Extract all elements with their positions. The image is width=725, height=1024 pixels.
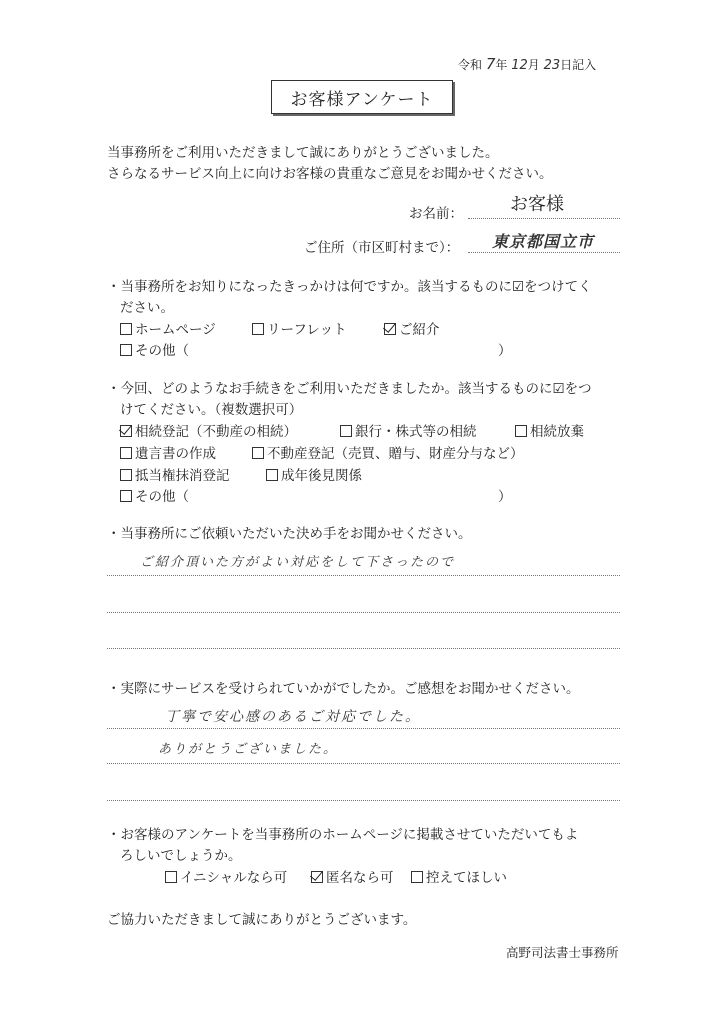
date-line bbox=[458, 55, 596, 73]
q2-option-label: 抵当権抹消登記 bbox=[135, 468, 230, 484]
q2-option-inheritance-registration[interactable] bbox=[120, 420, 297, 440]
q4-line-3 bbox=[107, 800, 620, 801]
month-value: 12 bbox=[511, 58, 528, 73]
q2-option-will[interactable] bbox=[120, 442, 216, 462]
q3-answer[interactable]: ご紹介頂いた方がよい対応をして下さったので bbox=[140, 555, 456, 570]
name-value[interactable]: お客様 bbox=[510, 194, 564, 215]
intro-line-2: さらなるサービス向上に向けお客様の貴重なご意見をお聞かせください。 bbox=[107, 166, 553, 182]
checkbox-icon[interactable] bbox=[252, 323, 264, 335]
checkbox-icon[interactable] bbox=[120, 344, 132, 356]
q2-option-label: 不動産登記（売買、贈与、財産分与など） bbox=[267, 446, 524, 462]
q2-option-label: 相続放棄 bbox=[530, 424, 584, 440]
q2-option-label: 銀行・株式等の相続 bbox=[355, 424, 477, 440]
q2-option-label: 遺言書の作成 bbox=[135, 446, 216, 462]
q1-option-leaflet[interactable] bbox=[252, 318, 347, 338]
q5-text-1: ・お客様のアンケートを当事務所のホームページに掲載させていただいてもよ bbox=[107, 827, 579, 843]
checkbox-icon[interactable] bbox=[411, 871, 423, 883]
q3-line-3 bbox=[107, 648, 620, 649]
office-name: 高野司法書士事務所 bbox=[506, 945, 619, 960]
month-label: 月 bbox=[527, 58, 540, 72]
address-label: ご住所（市区町村まで）： bbox=[304, 240, 460, 256]
q2-option-other[interactable] bbox=[120, 485, 189, 505]
year-value: 7 bbox=[485, 55, 496, 73]
q1-text-1: ・当事務所をお知りになったきっかけは何ですか。該当するものに☑をつけてく bbox=[107, 279, 592, 295]
q5-option-label: イニシャルなら可 bbox=[180, 870, 288, 886]
day-value: 23 bbox=[543, 58, 561, 73]
checkbox-icon[interactable] bbox=[340, 425, 352, 437]
name-label: お名前： bbox=[409, 206, 463, 222]
q5-option-label: 控えてほしい bbox=[426, 870, 507, 886]
q5-option-label: 匿名なら可 bbox=[326, 870, 394, 886]
q4-answer-2[interactable]: ありがとうございました。 bbox=[158, 742, 339, 757]
q4-line-2 bbox=[107, 763, 620, 764]
checkbox-checked-icon[interactable] bbox=[311, 871, 323, 883]
checkbox-checked-icon[interactable] bbox=[120, 425, 132, 437]
q3-text: ・当事務所にご依頼いただいた決め手をお聞かせください。 bbox=[107, 526, 472, 542]
q5-option-initials[interactable] bbox=[165, 866, 287, 886]
q2-text-1: ・今回、どのようなお手続きをご利用いただきましたか。該当するものに☑をつ bbox=[107, 381, 592, 397]
q4-line-1 bbox=[107, 728, 620, 729]
q1-option-homepage[interactable] bbox=[120, 318, 216, 338]
q3-line-1 bbox=[107, 575, 620, 576]
checkbox-icon[interactable] bbox=[120, 469, 132, 481]
q2-text-2: けてください。（複数選択可） bbox=[120, 402, 303, 418]
q1-option-other[interactable] bbox=[120, 339, 189, 359]
q2-option-mortgage[interactable] bbox=[120, 464, 230, 484]
q2-option-renunciation[interactable] bbox=[515, 420, 584, 440]
q5-option-anonymous[interactable] bbox=[311, 866, 394, 886]
closing-message: ご協力いただきまして誠にありがとうございます。 bbox=[107, 912, 417, 928]
name-underline bbox=[468, 218, 620, 219]
q2-option-real-estate[interactable] bbox=[252, 442, 524, 462]
q1-other-close: ） bbox=[498, 343, 512, 359]
day-label: 日記入 bbox=[560, 58, 597, 72]
q1-option-referral[interactable] bbox=[384, 318, 440, 338]
q3-line-2 bbox=[107, 612, 620, 613]
q4-text: ・実際にサービスを受けられていかがでしたか。ご感想をお聞かせください。 bbox=[107, 681, 580, 697]
q2-option-label: 成年後見関係 bbox=[281, 468, 362, 484]
checkbox-icon[interactable] bbox=[120, 323, 132, 335]
year-label: 年 bbox=[495, 58, 508, 72]
q2-option-bank-stock[interactable] bbox=[340, 420, 477, 440]
checkbox-icon[interactable] bbox=[165, 871, 177, 883]
address-value[interactable]: 東京都国立市 bbox=[492, 232, 595, 251]
intro-line-1: 当事務所をご利用いただきまして誠にありがとうございました。 bbox=[107, 145, 499, 161]
q2-option-label: 相続登記（不動産の相続） bbox=[135, 424, 297, 440]
page-title: お客様アンケート bbox=[271, 80, 453, 114]
era: 令和 bbox=[458, 58, 483, 72]
q1-text-2: ださい。 bbox=[120, 300, 174, 316]
address-underline bbox=[468, 252, 620, 253]
checkbox-icon[interactable] bbox=[252, 447, 264, 459]
q2-other-label: その他（ bbox=[135, 489, 189, 505]
q2-option-guardianship[interactable] bbox=[266, 464, 362, 484]
q4-answer-1[interactable]: 丁寧で安心感のあるご対応でした。 bbox=[165, 709, 421, 725]
q5-text-2: ろしいでしょうか。 bbox=[120, 848, 242, 864]
q5-option-decline[interactable] bbox=[411, 866, 507, 886]
checkbox-icon[interactable] bbox=[120, 490, 132, 502]
q1-option-label: ご紹介 bbox=[399, 322, 440, 338]
q1-other-label: その他（ bbox=[135, 343, 189, 359]
checkbox-icon[interactable] bbox=[515, 425, 527, 437]
checkbox-checked-icon[interactable] bbox=[384, 323, 396, 335]
q1-option-label: ホームページ bbox=[135, 322, 216, 338]
q1-option-label: リーフレット bbox=[267, 322, 347, 338]
checkbox-icon[interactable] bbox=[120, 447, 132, 459]
checkbox-icon[interactable] bbox=[266, 469, 278, 481]
q2-other-close: ） bbox=[498, 489, 512, 505]
